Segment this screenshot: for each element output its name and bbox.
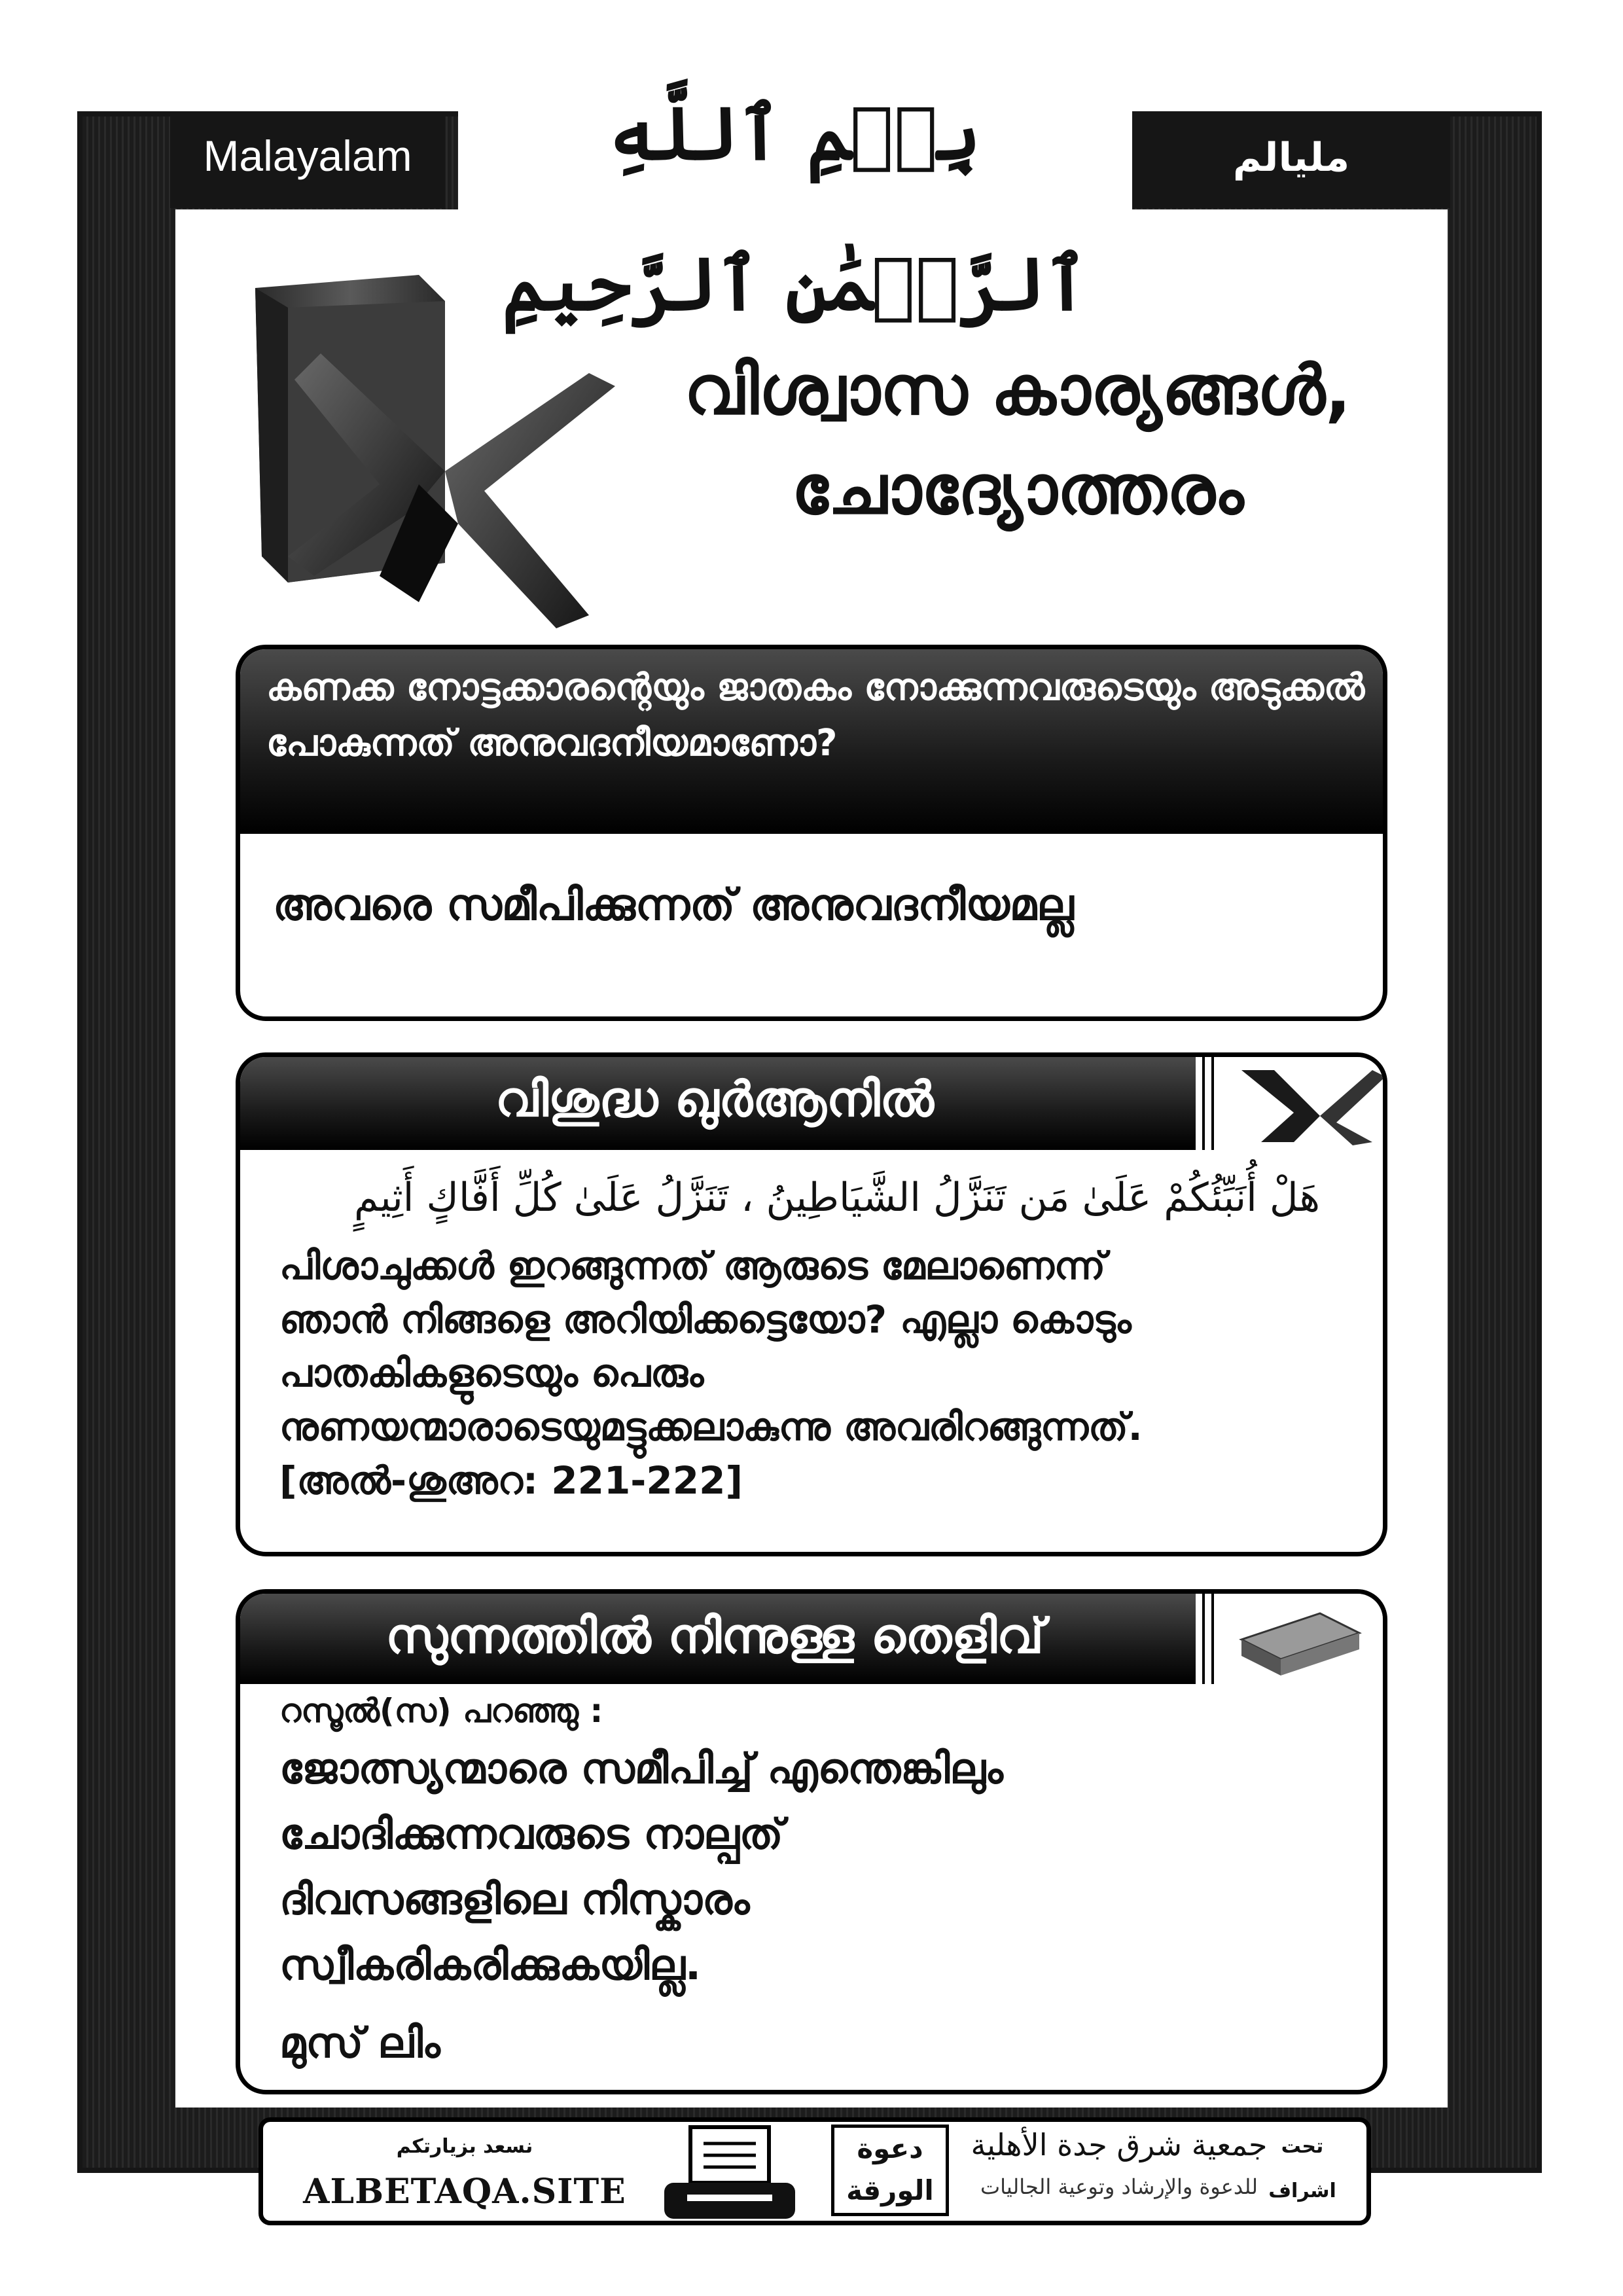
sunnah-header: [240, 1594, 1383, 1684]
question-card: [236, 645, 1387, 1021]
main-title-line1: വിശ്വാസ കാര്യങ്ങൾ,: [684, 350, 1351, 430]
footer-organization-name: جمعية شرق جدة الأهلية: [971, 2127, 1268, 2162]
footer-organization-subtitle: للدعوة والإرشاد وتوعية الجاليات: [980, 2174, 1258, 2199]
sunnah-heading: സുന്നത്തിൽ നിന്നുള്ള തെളിവ്: [385, 1608, 1044, 1664]
language-label-english: Malayalam: [203, 132, 412, 180]
footer-website-link[interactable]: ALBETAQA.SITE: [303, 2172, 626, 2212]
quran-heading: വിശുദ്ധ ഖുർആനിൽ: [495, 1071, 934, 1128]
quran-reference: [അൽ-ശുഅറ: 221-222]: [279, 1458, 743, 1503]
answer-text: അവരെ സമീപിക്കുന്നത് അനുവദനീയമല്ല: [273, 880, 1074, 930]
question-text: കണക്ക നോട്ടക്കാരന്റെയും ജാതകം നോക്കുന്നവരുടെയും അടുക്കൽ പോകുന്നത് അനുവദനീയമാണോ?: [266, 666, 1365, 764]
quran-header-emblem-icon: [1196, 1057, 1387, 1150]
footer-welcome: نسعد بزيارتكم: [396, 2135, 533, 2158]
quran-line: നുണയന്മാരാടെയുമട്ടുക്കലാകുന്നു അവരിറങ്ങുന്നത്.: [279, 1405, 1143, 1449]
printer-icon: [661, 2124, 798, 2222]
basmala-calligraphy: بِسۡمِ ٱللَّهِ ٱلرَّحۡمَٰنِ ٱلرَّحِيمِ: [502, 91, 1088, 327]
quran-arabic-verse: هَلْ أُنَبِّئُكُمْ عَلَىٰ مَن تَنَزَّلُ الشَّيَاطِينُ ، تَنَزَّلُ عَلَىٰ كُلِّ أَفَّاكٍ أَثِيمٍ: [354, 1175, 1320, 1221]
footer-under-label: تحت: [1281, 2135, 1324, 2158]
main-title-line2: ചോദ്യോത്തരം: [791, 450, 1244, 529]
quran-line: പിശാചുക്കൾ ഇറങ്ങുന്നത് ആരുടെ മേലാണെന്ന്: [279, 1244, 1106, 1288]
sunnah-intro: റസൂൽ(സ) പറഞ്ഞു :: [279, 1692, 603, 1730]
sunnah-card: [236, 1589, 1387, 2094]
book-icon: [1196, 1594, 1387, 1684]
question-header: [240, 649, 1383, 834]
quran-book-icon: [249, 275, 615, 641]
quran-line: ഞാൻ നിങ്ങളെ അറിയിക്കട്ടെയോ? എല്ലാ കൊടും: [279, 1297, 1132, 1342]
quran-translation: [279, 1239, 1366, 1507]
hadith-line: ചോദിക്കുന്നവരുടെ നാല്പത്: [279, 1810, 783, 1859]
quran-card: [236, 1052, 1387, 1556]
hadith-line: ദിവസങ്ങളിലെ നിസ്കാരം: [279, 1876, 750, 1924]
hadith-source: മുസ് ലിം: [279, 2019, 440, 2068]
sunnah-hadith: [279, 1736, 1366, 1998]
language-label-arabic: مليالم: [1232, 135, 1350, 181]
quran-line: പാതകികളുടെയും പെരും: [279, 1351, 704, 1395]
quran-header: [240, 1057, 1383, 1150]
hadith-line: സ്വീകരികരിക്കുകയില്ല.: [279, 1941, 702, 1990]
main-title: [589, 340, 1446, 539]
hadith-line: ജോത്സ്യന്മാരെ സമീപിച്ച് എന്തെങ്കിലും: [279, 1745, 1003, 1793]
footer-calligraphy-logo: دعوة الورقة: [831, 2125, 949, 2216]
footer-supervision-label: اشراف: [1268, 2179, 1336, 2202]
